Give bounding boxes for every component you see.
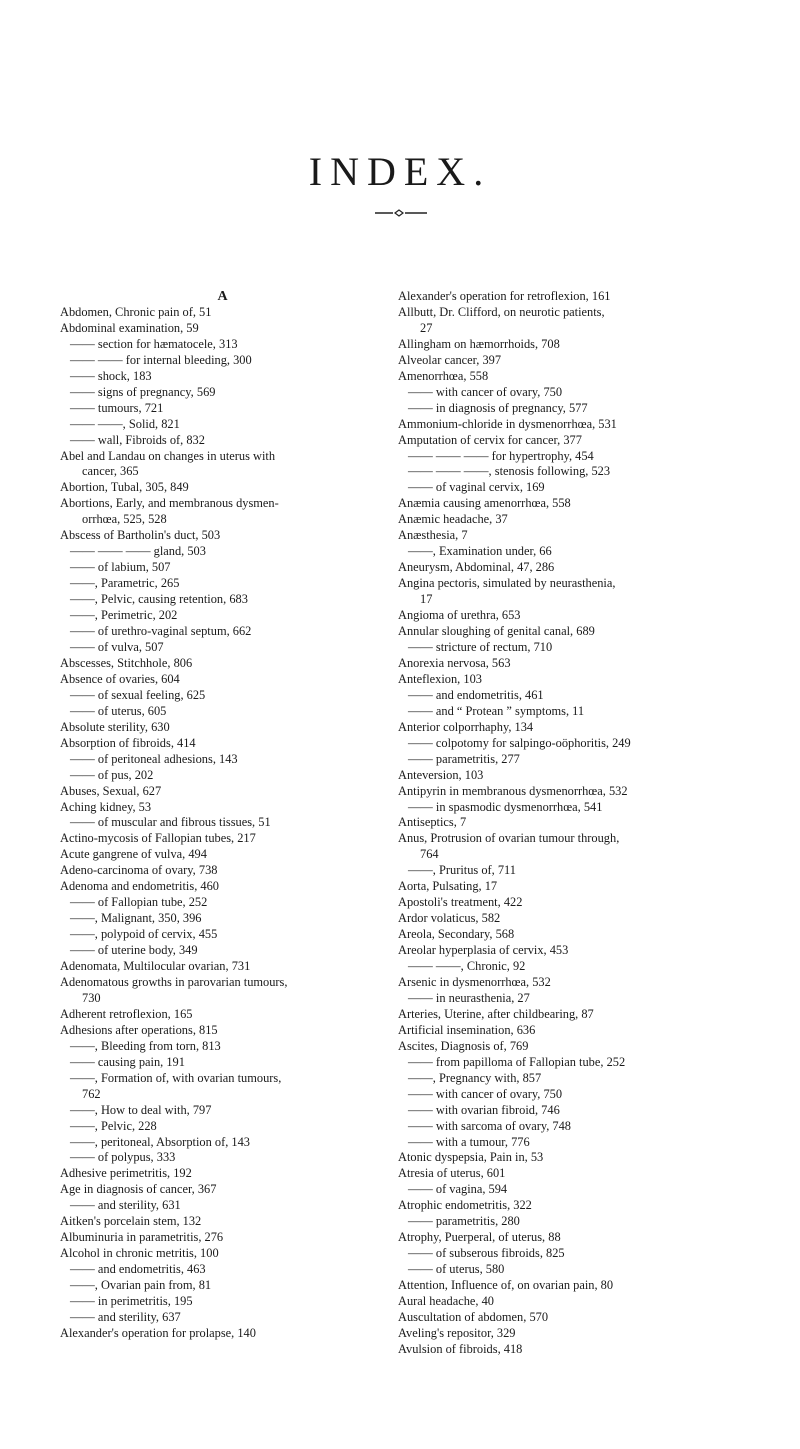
index-entry: —— of urethro-vaginal septum, 662: [60, 624, 385, 640]
index-entry: Anus, Protrusion of ovarian tumour through,: [398, 831, 620, 846]
index-entry: Atrophic endometritis, 322: [398, 1198, 532, 1213]
index-entry: —— of subserous fibroids, 825: [398, 1246, 743, 1262]
index-entry: —— with ovarian fibroid, 746: [398, 1103, 743, 1119]
index-entry: Age in diagnosis of cancer, 367: [60, 1182, 217, 1197]
index-entry: —— with sarcoma of ovary, 748: [398, 1119, 743, 1135]
ornament-divider-icon: [375, 209, 427, 217]
index-entry: —— stricture of rectum, 710: [398, 640, 743, 656]
index-entry: —— of polypus, 333: [60, 1150, 385, 1166]
index-entry: 764: [420, 847, 439, 862]
index-entry: Anæmic headache, 37: [398, 512, 508, 527]
index-entry: 730: [82, 990, 101, 1005]
index-entry: Atresia of uterus, 601: [398, 1166, 506, 1181]
index-entry: Adeno-carcinoma of ovary, 738: [60, 863, 218, 878]
index-entry: Apostoli's treatment, 422: [398, 895, 523, 910]
index-entry: Anteversion, 103: [398, 767, 484, 782]
index-entry: Adenomata, Multilocular ovarian, 731: [60, 959, 251, 974]
index-entry: Adhesive perimetritis, 192: [60, 1166, 192, 1181]
index-entry: —— of muscular and fibrous tissues, 51: [60, 815, 385, 831]
index-entry: Atonic dyspepsia, Pain in, 53: [398, 1150, 544, 1165]
index-entry: —— with a tumour, 776: [398, 1135, 743, 1151]
index-entry: Auscultation of abdomen, 570: [398, 1310, 549, 1324]
index-entry: —— of sexual feeling, 625: [60, 688, 385, 704]
index-entry: Aching kidney, 53: [60, 799, 152, 814]
index-entry: —— and sterility, 631: [60, 1198, 385, 1214]
index-entry: Abscesses, Stitchhole, 806: [60, 655, 193, 670]
index-entry: —— tumours, 721: [60, 401, 385, 417]
index-entry: Arsenic in dysmenorrhœa, 532: [398, 974, 551, 989]
index-entry: —— , Parametric, 265: [60, 576, 385, 592]
index-entry: Allingham on hæmorrhoids, 708: [398, 336, 560, 351]
index-entry: Alexander's operation for retroflexion, 161: [398, 289, 611, 303]
index-entry: —— , Bleeding from torn, 813: [60, 1039, 385, 1055]
index-entry: Annular sloughing of genital canal, 689: [398, 624, 595, 639]
page-title: INDEX.: [308, 149, 492, 194]
index-entry: Areola, Secondary, 568: [398, 927, 515, 942]
index-entry: Adhesions after operations, 815: [60, 1022, 218, 1037]
index-entry: Angina pectoris, simulated by neurasthenia,: [398, 576, 616, 591]
index-entry: Abel and Landau on changes in uterus with: [60, 448, 276, 463]
index-entry: Amputation of cervix for cancer, 377: [398, 432, 582, 447]
index-entry: —— , Formation of, with ovarian tumours,: [60, 1071, 385, 1087]
index-entry: Artificial insemination, 636: [398, 1022, 536, 1037]
index-entry: —— —— —— , stenosis following, 523: [398, 464, 743, 480]
index-entry: Anteflexion, 103: [398, 671, 482, 686]
index-entry: Attention, Influence of, on ovarian pain, 80: [398, 1278, 614, 1293]
index-entry: —— , Pregnancy with, 857: [398, 1071, 743, 1087]
index-entry: —— shock, 183: [60, 369, 385, 385]
index-entry: —— and endometritis, 463: [60, 1262, 385, 1278]
index-entry: Acute gangrene of vulva, 494: [60, 847, 207, 862]
index-entry: —— in neurasthenia, 27: [398, 991, 743, 1007]
index-entry: —— , Examination under, 66: [398, 544, 743, 560]
index-entry: Anterior colporrhaphy, 134: [398, 719, 534, 734]
index-entry: Ardor volaticus, 582: [398, 911, 501, 926]
index-entry: Anæsthesia, 7: [398, 528, 468, 543]
index-entry: Albuminuria in parametritis, 276: [60, 1230, 224, 1245]
index-entry: Absorption of fibroids, 414: [60, 735, 196, 750]
index-entry: Actino-mycosis of Fallopian tubes, 217: [60, 831, 256, 846]
index-entry: —— of uterine body, 349: [60, 943, 385, 959]
index-entry: —— of Fallopian tube, 252: [60, 895, 385, 911]
index-entry: 762: [82, 1086, 101, 1101]
index-entry: Alexander's operation for prolapse, 140: [60, 1325, 256, 1340]
index-entry: Atrophy, Puerperal, of uterus, 88: [398, 1230, 561, 1245]
index-entry: —— in diagnosis of pregnancy, 577: [398, 401, 743, 417]
index-entry: Antipyrin in membranous dysmenorrhœa, 532: [398, 783, 628, 798]
index-entry: —— —— for internal bleeding, 300: [60, 353, 385, 369]
index-entry: —— section for hæmatocele, 313: [60, 337, 385, 353]
index-entry: Allbutt, Dr. Clifford, on neurotic patients,: [398, 304, 605, 319]
index-entry: —— , Perimetric, 202: [60, 608, 385, 624]
index-entry: —— , peritoneal, Absorption of, 143: [60, 1135, 385, 1151]
index-entry: —— parametritis, 280: [398, 1214, 743, 1230]
index-entry: Abortions, Early, and membranous dysmen-: [60, 496, 279, 511]
index-entry: —— —— , Chronic, 92: [398, 959, 743, 975]
index-entry: cancer, 365: [82, 464, 139, 479]
index-entry: —— of vaginal cervix, 169: [398, 480, 743, 496]
index-entry: —— with cancer of ovary, 750: [398, 1087, 743, 1103]
index-entry: Abdominal examination, 59: [60, 320, 199, 335]
index-entry: 17: [420, 592, 433, 607]
index-entry: —— and “ Protean ” symptoms, 11: [398, 704, 743, 720]
index-entry: Absolute sterility, 630: [60, 719, 170, 734]
index-entry: —— of peritoneal adhesions, 143: [60, 752, 385, 768]
index-entry: —— of vulva, 507: [60, 640, 385, 656]
index-entry: 27: [420, 320, 433, 335]
index-entry: —— of vagina, 594: [398, 1182, 743, 1198]
index-entry: —— of uterus, 605: [60, 704, 385, 720]
index-entry: —— of uterus, 580: [398, 1262, 743, 1278]
index-entry: —— parametritis, 277: [398, 752, 743, 768]
index-entry: Arteries, Uterine, after childbearing, 87: [398, 1006, 594, 1021]
index-entry: —— causing pain, 191: [60, 1055, 385, 1071]
index-entry: —— , Ovarian pain from, 81: [60, 1278, 385, 1294]
index-entry: —— —— for hypertrophy, 454: [398, 449, 743, 465]
index-entry: Aveling's repositor, 329: [398, 1325, 516, 1340]
index-entry: Aneurysm, Abdominal, 47, 286: [398, 560, 555, 575]
index-entry: —— and sterility, 637: [60, 1310, 385, 1326]
index-column-right: [398, 289, 743, 1358]
index-entry: —— in perimetritis, 195: [60, 1294, 385, 1310]
index-entry: Ascites, Diagnosis of, 769: [398, 1038, 529, 1053]
index-entry: Absence of ovaries, 604: [60, 671, 180, 686]
index-entry: —— , Pelvic, causing retention, 683: [60, 592, 385, 608]
index-entry: —— of pus, 202: [60, 768, 385, 784]
section-letter: A: [217, 289, 228, 304]
index-entry: —— from papilloma of Fallopian tube, 252: [398, 1055, 743, 1071]
index-entry: —— in spasmodic dysmenorrhœa, 541: [398, 800, 743, 816]
index-entry: —— , How to deal with, 797: [60, 1103, 385, 1119]
index-entry: —— colpotomy for salpingo-oöphoritis, 249: [398, 736, 743, 752]
index-entry: Antiseptics, 7: [398, 815, 467, 830]
index-entry: —— , Pelvic, 228: [60, 1119, 385, 1135]
index-entry: Alcohol in chronic metritis, 100: [60, 1246, 219, 1261]
index-entry: Adenoma and endometritis, 460: [60, 879, 219, 894]
index-entry: —— , Malignant, 350, 396: [60, 911, 385, 927]
index-entry: Aitken's porcelain stem, 132: [60, 1214, 202, 1229]
index-entry: Abuses, Sexual, 627: [60, 783, 162, 798]
index-entry: Ammonium-chloride in dysmenorrhœa, 531: [398, 416, 617, 431]
index-entry: Anæmia causing amenorrhœa, 558: [398, 496, 571, 511]
index-entry: Abscess of Bartholin's duct, 503: [60, 528, 221, 543]
index-entry: Adherent retroflexion, 165: [60, 1006, 193, 1021]
index-entry: Alveolar cancer, 397: [398, 352, 502, 367]
index-entry: Abortion, Tubal, 305, 849: [60, 480, 189, 495]
index-entry: —— of labium, 507: [60, 560, 385, 576]
index-entry: —— signs of pregnancy, 569: [60, 385, 385, 401]
index-entry: orrhœa, 525, 528: [82, 512, 167, 527]
index-column-left: [60, 289, 385, 1342]
index-entry: —— —— gland, 503: [60, 544, 385, 560]
index-entry: —— and endometritis, 461: [398, 688, 743, 704]
index-entry: Avulsion of fibroids, 418: [398, 1341, 523, 1356]
index-entry: Adenomatous growths in parovarian tumours,: [60, 974, 288, 989]
index-entry: Angioma of urethra, 653: [398, 608, 521, 623]
index-entry: Areolar hyperplasia of cervix, 453: [398, 943, 569, 958]
index-entry: —— , Pruritus of, 711: [398, 863, 743, 879]
index-entry: —— wall, Fibroids of, 832: [60, 433, 385, 449]
index-entry: Anorexia nervosa, 563: [398, 655, 511, 670]
index-entry: Aorta, Pulsating, 17: [398, 879, 498, 894]
index-entry: —— with cancer of ovary, 750: [398, 385, 743, 401]
index-entry: —— —— , Solid, 821: [60, 417, 385, 433]
index-entry: Abdomen, Chronic pain of, 51: [60, 304, 212, 319]
index-entry: Amenorrhœa, 558: [398, 368, 489, 383]
index-entry: Aural headache, 40: [398, 1294, 494, 1309]
index-entry: —— , polypoid of cervix, 455: [60, 927, 385, 943]
